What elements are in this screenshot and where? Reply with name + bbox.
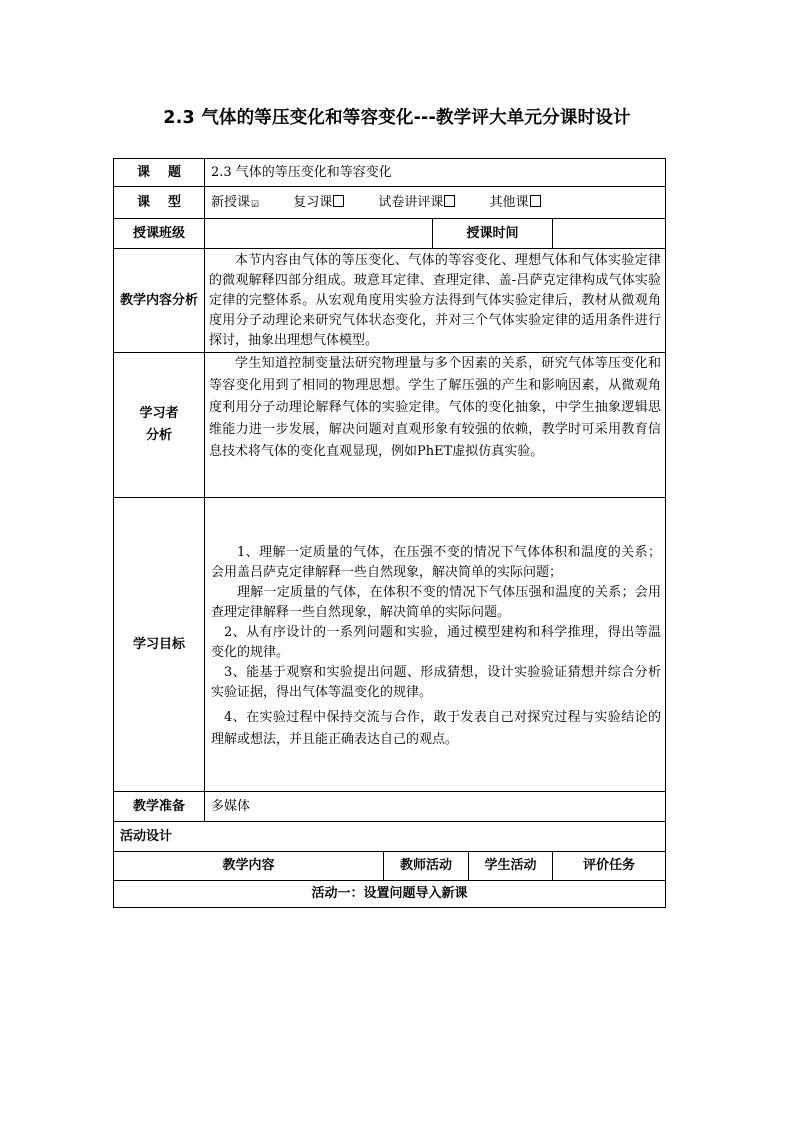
checkbox-empty-icon[interactable] — [530, 195, 541, 207]
class-value[interactable] — [205, 219, 433, 249]
label-activity-design: 活动设计 — [114, 822, 666, 852]
lesson-type-exam-review[interactable] — [378, 193, 455, 213]
label-learner-analysis-line1: 学习者 — [139, 406, 179, 421]
header-student-activity: 学生活动 — [469, 852, 553, 881]
label-learner-analysis-line2: 分析 — [145, 428, 172, 443]
lesson-type-exam-review-label: 试卷讲评课 — [378, 194, 444, 210]
objective-2: 2、从有序设计的一系列问题和实验，通过模型建构和科学推理，得出等温变化的规律。 — [211, 624, 662, 660]
label-topic: 课题 — [114, 159, 205, 187]
checkbox-empty-icon[interactable] — [333, 195, 344, 207]
checkbox-empty-icon[interactable] — [444, 195, 455, 207]
label-learner-analysis — [114, 353, 205, 498]
label-preparation: 教学准备 — [114, 792, 205, 822]
lesson-type-review[interactable] — [293, 193, 344, 213]
row-activity-headers — [114, 852, 666, 881]
objective-1b: 理解一定质量的气体，在体积不变的情况下气体压强和温度的关系；会用查理定律解释一些自然现象，解决简单的实际问题。 — [211, 584, 662, 620]
activity-one-title: 活动一：设置问题导入新课 — [114, 881, 666, 908]
row-activity-design — [114, 822, 666, 852]
row-activity-one — [114, 881, 666, 908]
header-teaching-content: 教学内容 — [114, 852, 384, 881]
objective-4: 4、在实验过程中保持交流与合作，敢于发表自己对探究过程与实验结论的理解或想法，并且能正确表达自己的观点。 — [211, 709, 662, 747]
objectives-list — [205, 498, 666, 792]
topic-value: 2.3 气体的等压变化和等容变化 — [205, 159, 666, 187]
label-lesson-type: 课型 — [114, 187, 205, 219]
learner-analysis-text: 学生知道控制变量法研究物理量与多个因素的关系，研究气体等压变化和等容变化用到了相同的物理思想。学生了解压强的产生和影响因素，从微观角度利用分子动理论解释气体的实验定律。气体的变化抽象，中学生抽象逻辑思维能力进一步发展，解决问题对直观形象有较强的依赖，教学时可采用教育信息技术将气体的变化直观显现，例如PhET虚拟仿真实验。 — [205, 353, 666, 498]
label-time: 授课时间 — [433, 219, 553, 249]
preparation-value: 多媒体 — [205, 792, 666, 822]
lesson-type-new[interactable] — [211, 193, 259, 213]
lesson-plan-table — [113, 158, 666, 908]
row-class-time — [114, 219, 666, 249]
lesson-type-options — [205, 187, 666, 219]
content-analysis-text: 本节内容由气体的等压变化、气体的等容变化、理想气体和气体实验定律的微观解释四部分组成。玻意耳定律、查理定律、盖-吕萨克定律构成气体实验定律的完整体系。从宏观角度用实验方法得到气体实验定律后，教材从微观角度用分子动理论来研究气体状态变化，并对三个气体实验定律的适用条件进行探讨，抽象出理想气体模型。 — [205, 249, 666, 353]
lesson-type-review-label: 复习课 — [293, 194, 333, 210]
row-topic — [114, 159, 666, 187]
row-preparation — [114, 792, 666, 822]
lesson-type-other[interactable] — [490, 193, 541, 213]
row-content-analysis — [114, 249, 666, 353]
header-evaluation-task: 评价任务 — [553, 852, 666, 881]
lesson-type-new-label: 新授课 — [211, 194, 251, 210]
label-class: 授课班级 — [114, 219, 205, 249]
checkbox-checked-icon[interactable]: ☑ — [251, 199, 260, 210]
row-lesson-type — [114, 187, 666, 219]
time-value[interactable] — [553, 219, 666, 249]
row-learner-analysis — [114, 353, 666, 498]
lesson-type-other-label: 其他课 — [489, 194, 529, 210]
objective-3: 3、能基于观察和实验提出问题、形成猜想，设计实验验证猜想并综合分析实验证据，得出气体等温变化的规律。 — [211, 664, 662, 700]
label-objectives: 学习目标 — [114, 498, 205, 792]
label-content-analysis: 教学内容分析 — [114, 249, 205, 353]
document-title: 2.3 气体的等压变化和等容变化---教学评大单元分课时设计 — [163, 108, 631, 128]
header-teacher-activity: 教师活动 — [384, 852, 469, 881]
objective-1: 1、理解一定质量的气体，在压强不变的情况下气体体积和温度的关系；会用盖吕萨克定律解释一些自然现象，解决简单的实际问题； — [211, 544, 662, 580]
row-objectives — [114, 498, 666, 792]
